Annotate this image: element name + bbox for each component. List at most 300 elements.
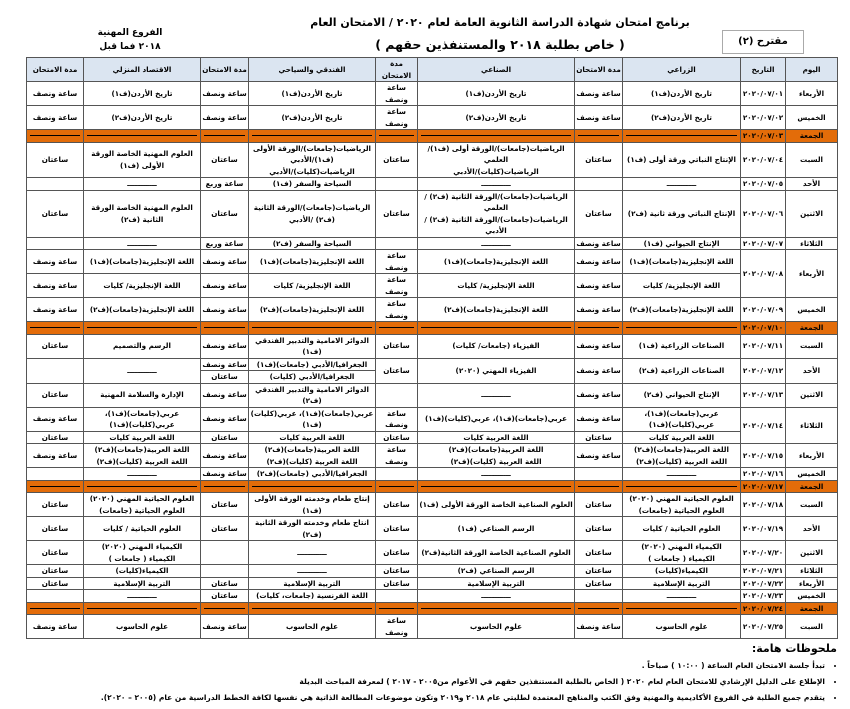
table-cell: اللغة الإنجليزية(جامعات)(ف٢) xyxy=(249,298,376,322)
holiday-cell xyxy=(27,480,84,493)
table-cell: الفيزياء (جامعات/ كليات) xyxy=(418,334,575,358)
divider-line xyxy=(626,608,737,609)
table-cell: ساعة ونصف xyxy=(576,238,621,248)
table-cell: ساعة ونصف xyxy=(575,298,623,322)
table-cell: الدوائر الامامية والتدبير الفندقي (ف٢) xyxy=(249,383,376,407)
holiday-cell xyxy=(575,602,623,615)
holiday-cell xyxy=(623,480,741,493)
table-cell: ساعتان xyxy=(27,565,84,578)
table-row xyxy=(27,190,838,237)
table-cell: الاثنين xyxy=(786,541,838,565)
table-cell: ٢٠٢٠/٠٧/٢٤ xyxy=(741,602,786,615)
table-cell: ــــــــــــ xyxy=(418,237,575,250)
table-cell xyxy=(201,565,249,578)
table-cell: الأربعاء xyxy=(786,250,838,298)
holiday-cell xyxy=(249,130,376,143)
divider-line xyxy=(252,608,372,609)
table-cell: اللغة العربية كليات xyxy=(249,431,376,444)
friday-row xyxy=(27,602,838,615)
table-cell: ساعة ونصف xyxy=(575,106,623,130)
table-cell: ساعتان xyxy=(27,190,84,237)
table-cell: ساعة ونصف xyxy=(27,444,84,468)
table-cell: ساعة ونصف xyxy=(575,407,623,431)
table-cell: ــــــــــــ xyxy=(84,590,201,603)
table-row xyxy=(27,274,838,298)
holiday-cell xyxy=(84,480,201,493)
table-cell: الاثنين xyxy=(786,383,838,407)
table-cell: الرياضيات(جامعات)/الورقة الثانية (ف٢) /العلمي الرياضيات(جامعات)/الورقة الثانية (ف٢) /الأدبي xyxy=(418,190,575,237)
table-cell: الأحد xyxy=(786,178,838,191)
divider-line xyxy=(379,486,414,487)
table-row xyxy=(27,493,838,517)
table-cell xyxy=(376,178,418,191)
table-cell: عربي(جامعات)(ف١)، عربي(كليات)(ف١) xyxy=(418,407,575,431)
table-cell: ساعتان xyxy=(201,517,249,541)
holiday-cell xyxy=(575,130,623,143)
table-cell: ساعة ونصف xyxy=(201,407,249,431)
divider-line xyxy=(421,327,571,328)
holiday-cell xyxy=(249,602,376,615)
table-row xyxy=(27,358,838,371)
table-row xyxy=(27,431,838,444)
table-cell: ساعتان xyxy=(376,517,418,541)
table-cell: العلوم الحياتية المهني (٢٠٢٠) العلوم الحياتية (جامعات) xyxy=(84,493,201,517)
table-cell: ساعة ونصف xyxy=(575,358,623,383)
holiday-cell xyxy=(376,602,418,615)
table-row xyxy=(27,142,838,178)
table-cell: ساعة ونصف xyxy=(202,359,247,369)
proposal-box: مقترح (٢) xyxy=(722,30,804,54)
table-cell: الدوائر الامامية والتدبير الفندقي (ف١) xyxy=(249,334,376,358)
divider-line xyxy=(252,486,372,487)
table-cell: الخميس xyxy=(786,590,838,603)
table-cell: اللغة الفرنسية (جامعات، كليات) xyxy=(249,590,376,603)
table-cell: اللغة العربية(جامعات)(ف٢) اللغة العربية (كليات)(ف٢) xyxy=(418,444,575,468)
table-cell: الثلاثاء xyxy=(786,565,838,578)
divider-line xyxy=(252,327,372,328)
table-cell: ساعة ونصف xyxy=(201,615,249,639)
divider-line xyxy=(578,486,619,487)
holiday-cell xyxy=(575,322,623,335)
table-cell: الجغرافيا/الأدبي (جامعات)(ف١) xyxy=(249,358,376,371)
divider-line xyxy=(87,608,197,609)
divider-line xyxy=(379,327,414,328)
branch-label xyxy=(85,26,175,54)
table-cell: ٢٠٢٠/٠٧/١٦ xyxy=(741,468,786,481)
divider-line xyxy=(578,608,619,609)
table-cell: علوم الحاسوب xyxy=(249,615,376,639)
table-cell: ساعتان xyxy=(201,190,249,237)
table-cell: ساعتان xyxy=(575,517,623,541)
table-cell: ساعة وربع xyxy=(201,178,249,191)
table-cell: ساعة ونصف xyxy=(27,407,84,431)
table-row xyxy=(27,407,838,431)
notes-section xyxy=(26,642,837,703)
table-cell: ٢٠٢٠/٠٧/١٢ xyxy=(741,358,786,383)
table-cell: السياحة والسفر (ف٢) xyxy=(249,237,376,250)
table-cell: ٢٠٢٠/٠٧/١١ xyxy=(741,334,786,358)
table-cell: ٢٠٢٠/٠٧/٢٠ xyxy=(741,541,786,565)
table-cell: الأحد xyxy=(786,358,838,383)
column-header: اليوم xyxy=(786,58,838,82)
table-cell xyxy=(376,468,418,481)
table-row xyxy=(27,468,838,481)
column-header: الاقتصاد المنزلي xyxy=(84,58,201,82)
table-cell: الرسم الصناعي (ف١) xyxy=(418,517,575,541)
table-cell: ٢٠٢٠/٠٧/١٩ xyxy=(741,517,786,541)
table-row xyxy=(27,383,838,407)
holiday-cell xyxy=(376,480,418,493)
table-cell: ساعة ونصف xyxy=(201,334,249,358)
divider-line xyxy=(87,486,197,487)
table-cell: ٢٠٢٠/٠٧/١٨ xyxy=(741,493,786,517)
holiday-cell xyxy=(84,130,201,143)
table-cell: ساعتان xyxy=(575,190,623,237)
table-cell: ساعتان xyxy=(376,431,418,444)
content-area xyxy=(26,57,837,709)
table-cell: ساعتان xyxy=(27,142,84,178)
table-cell: ساعة ونصف xyxy=(376,250,418,274)
holiday-cell xyxy=(27,602,84,615)
divider-line xyxy=(30,608,80,609)
header-row xyxy=(27,58,838,82)
table-cell: الإدارة والسلامة المهنية xyxy=(84,383,201,407)
divider-line xyxy=(204,327,245,328)
table-cell: التربية الإسلامية xyxy=(249,577,376,590)
friday-row xyxy=(27,322,838,335)
table-cell: ٢٠٢٠/٠٧/٠٨ xyxy=(741,250,786,298)
divider-line xyxy=(252,135,372,136)
table-cell: الاثنين xyxy=(786,190,838,237)
holiday-cell xyxy=(623,130,741,143)
table-cell: اللغة العربية كليات xyxy=(418,431,575,444)
table-cell: ٢٠٢٠/٠٧/٢١ xyxy=(741,565,786,578)
table-cell: الصناعات الزراعية (ف٢) xyxy=(623,358,741,383)
table-cell: ساعة ونصف xyxy=(201,274,249,298)
table-cell: ساعتان xyxy=(575,541,623,565)
table-cell: الكيمياء(كليات) xyxy=(84,565,201,578)
table-cell: العلوم الصناعية الخاصة الورقة الأولى (ف١) xyxy=(418,493,575,517)
holiday-cell xyxy=(201,322,249,335)
holiday-cell xyxy=(418,322,575,335)
table-cell: ساعتان xyxy=(376,541,418,565)
table-cell xyxy=(201,541,249,565)
table-cell: السبت xyxy=(786,615,838,639)
table-cell: الكيمياء المهني (٢٠٢٠) الكيمياء ( جامعات ) xyxy=(623,541,741,565)
column-header: الصناعي xyxy=(418,58,575,82)
table-cell: ساعة ونصف xyxy=(27,615,84,639)
table-cell: ساعتان xyxy=(575,493,623,517)
table-row xyxy=(27,444,838,468)
table-cell: اللغة الإنجليزية/ كليات xyxy=(418,274,575,298)
table-cell: ساعة ونصف xyxy=(376,407,418,431)
table-row xyxy=(27,541,838,565)
table-cell: ــــــــــــ xyxy=(623,590,741,603)
table-cell: ٢٠٢٠/٠٧/١٤ xyxy=(741,407,786,444)
divider-line xyxy=(204,486,245,487)
table-cell: ساعة ونصف xyxy=(575,444,623,468)
table-cell: عربي(جامعات)(ف١)، عربي(كليات)(ف١) xyxy=(249,407,376,431)
table-cell xyxy=(27,237,84,250)
table-cell: ساعتان xyxy=(27,493,84,517)
note-item: • يتقدم جميع الطلبة في الفروع الأكاديمية والمهنية وفق الكتب والمناهج المعتمدة لطلبتي عام ٢٠١٨ و٢٠١٩ وتكون موضوعات المطالعة الذاتية هي نفسها لكافة الخطط الدراسية من عام (٢٠٠٥ – ٢٠٢٠). xyxy=(26,693,825,703)
table-cell: ساعتان xyxy=(201,431,249,444)
table-cell: ساعة ونصف xyxy=(201,298,249,322)
table-cell: ساعة ونصف xyxy=(575,82,623,106)
table-cell xyxy=(575,590,623,603)
table-cell: الإنتاج النباتي ورقة أولى (ف١) xyxy=(623,142,741,178)
table-cell: ساعتان xyxy=(27,517,84,541)
table-row xyxy=(27,82,838,106)
holiday-cell xyxy=(623,602,741,615)
table-row xyxy=(27,590,838,603)
table-cell: اللغة الإنجليزية(جامعات)(ف١) xyxy=(623,250,741,274)
table-cell: ــــــــــــ xyxy=(623,468,741,481)
exam-schedule-table xyxy=(26,57,838,639)
table-cell: الثلاثاء xyxy=(786,407,838,444)
holiday-cell xyxy=(623,322,741,335)
table-cell: ساعتان xyxy=(575,577,623,590)
table-cell: ساعة ونصف xyxy=(575,383,623,407)
table-cell: اللغة الإنجليزية/ كليات xyxy=(249,274,376,298)
table-cell: اللغة الإنجليزية(جامعات)(ف٢) xyxy=(84,298,201,322)
table-cell: ٢٠٢٠/٠٧/٠١ xyxy=(741,82,786,106)
column-header: الزراعي xyxy=(623,58,741,82)
table-cell xyxy=(376,383,418,407)
table-row xyxy=(27,237,838,250)
table-cell: الكيمياء(كليات) xyxy=(623,565,741,578)
table-cell: الخميس xyxy=(786,298,838,322)
table-cell: اللغة الإنجليزية(جامعات)(ف١) xyxy=(84,250,201,274)
table-cell: السبت xyxy=(786,142,838,178)
notes-heading: ملحوظات هامة: xyxy=(751,642,837,655)
table-cell: ساعتان xyxy=(27,383,84,407)
table-cell: العلوم الصناعية الخاصة الورقة الثانية(ف٢) xyxy=(418,541,575,565)
table-cell: ساعتان xyxy=(201,142,249,178)
table-cell: الإنتاج الحيواني (ف٢) xyxy=(623,383,741,407)
table-cell: ساعة ونصف xyxy=(376,82,418,106)
table-cell: انتاج طعام وخدمته الورقة الثانية (ف٢) xyxy=(249,517,376,541)
column-header: الفندقي والسياحي xyxy=(249,58,376,82)
table-cell: الرياضيات(جامعات)/الورقة أولى (ف١)/العلمي الرياضيات(كليات)/الأدبي xyxy=(418,142,575,178)
page-title: برنامج امتحان شهادة الدراسة الثانوية العامة لعام ٢٠٢٠ / الامتحان العام xyxy=(310,16,690,29)
table-cell xyxy=(575,468,623,481)
table-cell: ٢٠٢٠/٠٧/٢٢ xyxy=(741,577,786,590)
holiday-cell xyxy=(27,130,84,143)
holiday-cell xyxy=(418,602,575,615)
table-cell: ساعة ونصف xyxy=(201,82,249,106)
holiday-cell xyxy=(376,322,418,335)
table-cell: ــــــــــــ xyxy=(249,541,376,565)
table-cell: الرياضيات(جامعات)/الورقة الأولى (ف١)/الأدبي الرياضيات(كليات)/الأدبي xyxy=(249,142,376,178)
table-cell: ساعة ونصف xyxy=(201,383,249,407)
table-cell: اللغة العربية(جامعات)(ف٢) اللغة العربية (كليات)(ف٢) xyxy=(249,444,376,468)
table-cell: ــــــــــــ xyxy=(84,237,201,250)
table-cell: العلوم المهنية الخاصة الورقة الأولى (ف١) xyxy=(84,142,201,178)
table-cell: ساعتان xyxy=(27,431,84,444)
table-cell: تاريخ الأردن(ف١) xyxy=(623,82,741,106)
table-cell: عربي(جامعات)(ف١)، عربي(كليات)(ف١) xyxy=(623,407,741,431)
table-cell: الجمعة xyxy=(786,602,838,615)
holiday-cell xyxy=(249,480,376,493)
table-cell: ــــــــــــ xyxy=(84,468,201,481)
table-cell: ٢٠٢٠/٠٧/٠٥ xyxy=(741,178,786,191)
table-cell: ساعة ونصف xyxy=(376,298,418,322)
friday-row xyxy=(27,480,838,493)
table-cell: ساعة ونصف xyxy=(201,444,249,468)
divider-line xyxy=(379,608,414,609)
table-cell: ساعة ونصف xyxy=(575,615,623,639)
table-cell: ساعتان xyxy=(27,577,84,590)
table-cell xyxy=(27,590,84,603)
table-cell: ساعتان xyxy=(376,358,418,383)
table-cell: تاريخ الأردن(ف٢) xyxy=(418,106,575,130)
table-cell: الرسم والتصميم xyxy=(84,334,201,358)
table-cell: ساعة ونصف xyxy=(27,250,84,274)
table-cell: اللغة الإنجليزية(جامعات)(ف٢) xyxy=(623,298,741,322)
table-cell: ساعة ونصف xyxy=(27,82,84,106)
table-cell: الثلاثاء xyxy=(786,237,838,250)
table-cell: الإنتاج الحيواني (ف١) xyxy=(623,237,741,250)
divider-line xyxy=(578,135,619,136)
table-row xyxy=(27,565,838,578)
holiday-cell xyxy=(376,130,418,143)
holiday-cell xyxy=(418,130,575,143)
divider-line xyxy=(30,135,80,136)
table-cell: ساعة وربع xyxy=(201,237,249,250)
holiday-cell xyxy=(27,322,84,335)
table-cell: ساعتان xyxy=(575,142,623,178)
table-cell: ــــــــــــ xyxy=(84,358,201,383)
divider-line xyxy=(30,486,80,487)
table-cell: إنتاج طعام وخدمته الورقة الأولى (ف١) xyxy=(249,493,376,517)
branch-line-2: ٢٠١٨ فما قبل xyxy=(99,42,161,52)
table-cell: ساعة ونصف xyxy=(27,106,84,130)
table-cell: الخميس xyxy=(786,468,838,481)
table-cell: الفيزياء المهني (٢٠٢٠) xyxy=(418,358,575,383)
branch-line-1: الفروع المهنية xyxy=(97,28,163,38)
table-cell: السياحة والسفر (ف١) xyxy=(249,178,376,191)
table-cell: الإنتاج النباتي ورقة ثانية (ف٢) xyxy=(623,190,741,237)
table-cell: ساعة ونصف xyxy=(376,106,418,130)
table-cell: العلوم الحياتية / كليات xyxy=(623,517,741,541)
table-cell: ــــــــــــ xyxy=(418,178,575,191)
table-row xyxy=(27,334,838,358)
table-cell: ساعتان xyxy=(27,334,84,358)
table-cell: الخميس xyxy=(786,106,838,130)
table-cell: ساعتان xyxy=(376,577,418,590)
table-cell: العلوم الحياتية / كليات xyxy=(84,517,201,541)
table-cell: ٢٠٢٠/٠٧/٠٦ xyxy=(741,190,786,237)
table-cell: ٢٠٢٠/٠٧/٠٩ xyxy=(741,298,786,322)
divider-line xyxy=(204,608,245,609)
table-cell: علوم الحاسوب xyxy=(84,615,201,639)
divider-line xyxy=(204,135,245,136)
table-cell: تاريخ الأردن(ف٢) xyxy=(623,106,741,130)
table-cell: ٢٠٢٠/٠٧/١٥ xyxy=(741,444,786,468)
table-cell: اللغة العربية كليات xyxy=(84,431,201,444)
table-cell: ٢٠٢٠/٠٧/١٣ xyxy=(741,383,786,407)
table-cell: اللغة العربية(جامعات)(ف٢) اللغة العربية (كليات)(ف٢) xyxy=(623,444,741,468)
table-cell: السبت xyxy=(786,334,838,358)
table-cell: الجغرافيا/الأدبي (جامعات)(ف٢) xyxy=(249,468,376,481)
table-cell: ساعة ونصف xyxy=(376,274,418,298)
table-cell: التربية الإسلامية xyxy=(623,577,741,590)
note-item: • تبدأ جلسة الامتحان العام الساعة ( ١٠:٠٠ ) صباحاً . xyxy=(26,661,825,671)
holiday-cell xyxy=(201,130,249,143)
holiday-cell xyxy=(201,480,249,493)
holiday-cell xyxy=(84,322,201,335)
friday-row xyxy=(27,130,838,143)
table-row xyxy=(27,517,838,541)
table-cell: ساعة ونصف xyxy=(376,615,418,639)
table-row xyxy=(27,615,838,639)
table-cell: اللغة الإنجليزية(جامعات)(ف١) xyxy=(249,250,376,274)
table-cell: الكيمياء المهني (٢٠٢٠) الكيمياء ( جامعات ) xyxy=(84,541,201,565)
table-cell: الجمعة xyxy=(786,130,838,143)
table-cell: تاريخ الأردن(ف١) xyxy=(418,82,575,106)
table-cell xyxy=(27,358,84,383)
table-cell: تاريخ الأردن(ف٢) xyxy=(84,106,201,130)
table-cell: ساعتان xyxy=(376,190,418,237)
table-cell: الجمعة xyxy=(786,322,838,335)
table-cell: اللغة العربية كليات xyxy=(623,431,741,444)
table-cell: ساعتان xyxy=(376,493,418,517)
holiday-cell xyxy=(249,322,376,335)
table-cell xyxy=(27,178,84,191)
divider-line xyxy=(87,327,197,328)
table-cell xyxy=(575,178,623,191)
table-cell: ساعة ونصف xyxy=(575,274,623,298)
table-cell: ٢٠٢٠/٠٧/١٧ xyxy=(741,480,786,493)
table-cell: ــــــــــــ xyxy=(623,178,741,191)
column-header: مدة الامتحان xyxy=(201,58,249,82)
table-cell: ساعتان xyxy=(376,334,418,358)
table-cell: ساعتان xyxy=(201,577,249,590)
table-cell: ــــــــــــ xyxy=(84,178,201,191)
divider-line xyxy=(626,486,737,487)
table-cell: السبت xyxy=(786,493,838,517)
table-cell: ٢٠٢٠/٠٧/٠٤ xyxy=(741,142,786,178)
note-item: • الإطلاع على الدليل الإرشادي للامتحان العام لعام ٢٠٢٠ ( الخاص بالطلبة المستنفذين حقهم في الأعوام من٢٠٠٥ - ٢٠١٧ ) لمعرفة المباحث البديلة xyxy=(26,677,825,687)
table-cell: الأربعاء xyxy=(786,82,838,106)
table-cell: الأحد xyxy=(786,517,838,541)
table-cell: العلوم الحياتية المهني (٢٠٢٠) العلوم الحياتية (جامعات) xyxy=(623,493,741,517)
table-cell: تاريخ الأردن(ف١) xyxy=(249,82,376,106)
table-row xyxy=(27,298,838,322)
table-cell: اللغة الإنجليزية/ كليات xyxy=(84,274,201,298)
table-cell: ساعتان xyxy=(201,493,249,517)
divider-line xyxy=(626,327,737,328)
table-cell: ساعتان xyxy=(376,142,418,178)
table-cell: الرياضيات(جامعات)/الورقة الثانية (ف٢) /الأدبي xyxy=(249,190,376,237)
table-cell xyxy=(376,237,418,250)
table-cell: ٢٠٢٠/٠٧/١٠ xyxy=(741,322,786,335)
table-cell: ساعتان xyxy=(201,590,249,603)
table-row xyxy=(27,577,838,590)
table-cell: اللغة العربية(جامعات)(ف٢) اللغة العربية (كليات)(ف٢) xyxy=(84,444,201,468)
table-cell: الصناعات الزراعية (ف١) xyxy=(623,334,741,358)
table-cell: ساعتان xyxy=(376,565,418,578)
table-cell: ساعة ونصف xyxy=(575,334,623,358)
table-cell: التربية الإسلامية xyxy=(418,577,575,590)
table-cell: ساعة ونصف xyxy=(27,298,84,322)
table-cell: الأربعاء xyxy=(786,577,838,590)
table-cell: اللغة الإنجليزية(جامعات)(ف١) xyxy=(418,250,575,274)
table-cell: ساعتان xyxy=(201,371,249,384)
table-cell: ساعة ونصف xyxy=(376,444,418,468)
table-row xyxy=(27,106,838,130)
